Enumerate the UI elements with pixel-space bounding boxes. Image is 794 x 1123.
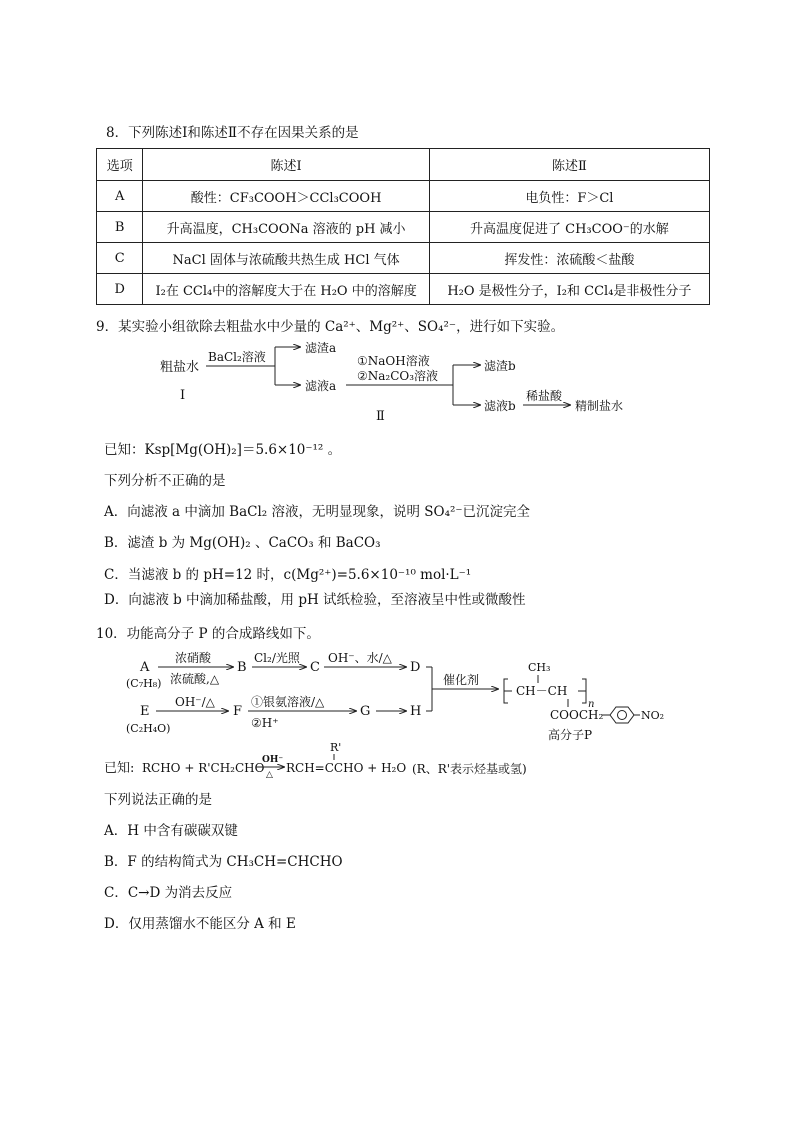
header-option: 选项: [97, 149, 143, 181]
compound-d: D: [410, 660, 421, 675]
q9-stem: 9．某实验小组欲除去粗盐水中少量的 Ca²⁺、Mg²⁺、SO₄²⁻，进行如下实验。: [96, 319, 565, 335]
q10-synthesis-diagram: [120, 643, 680, 745]
reagent-ab-bottom: 浓硫酸,△: [170, 672, 220, 686]
q10-known-note: (R、R'表示烃基或氢): [412, 762, 527, 776]
known-condition-top: OH⁻: [262, 755, 284, 765]
q8-stem: 8．下列陈述Ⅰ和陈述Ⅱ不存在因果关系的是: [106, 125, 359, 141]
step-roman-2: Ⅱ: [376, 409, 385, 424]
table-header-row: [97, 149, 710, 181]
row-option: C: [97, 243, 143, 274]
residue-b: 滤渣b: [484, 359, 516, 373]
reagent-fg-1: ①银氨溶液/△: [251, 695, 325, 709]
compound-b: B: [237, 660, 247, 675]
polymer-chain: CH－CH: [516, 684, 568, 698]
compound-e-formula: (C₂H₄O): [126, 722, 171, 735]
compound-c: C: [310, 660, 320, 675]
q9-option-a: A．向滤液 a 中滴加 BaCl₂ 溶液，无明显现象，说明 SO₄²⁻已沉淀完全: [104, 504, 531, 520]
reagent-cd: OH⁻、水/△: [328, 651, 392, 665]
repeat-n: n: [588, 699, 595, 710]
filtrate-b: 滤液b: [484, 399, 516, 413]
bacl2-label: BaCl₂溶液: [208, 350, 266, 364]
q10-option-b: B．F 的结构简式为 CH₃CH=CHCHO: [104, 854, 343, 870]
catalyst-label: 催化剂: [443, 673, 480, 687]
methyl-group: CH₃: [528, 661, 551, 674]
table-row: [97, 274, 710, 305]
crude-brine: 粗盐水: [160, 360, 200, 375]
q8-table: [96, 148, 710, 305]
header-statement-2: 陈述Ⅱ: [429, 149, 709, 181]
refined-brine: 精制盐水: [575, 399, 624, 413]
q9-option-b: B．滤渣 b 为 Mg(OH)₂ 、CaCO₃ 和 BaCO₃: [104, 535, 381, 551]
reagent-naoh: ①NaOH溶液: [357, 354, 430, 368]
reagent-bc: Cl₂/光照: [254, 651, 300, 665]
row-option: B: [97, 212, 143, 243]
known-label: 已知:: [104, 761, 135, 776]
compound-f: F: [233, 704, 243, 719]
row-statement-2: 电负性：F＞Cl: [429, 181, 709, 212]
row-option: D: [97, 274, 143, 305]
benzene-circle-icon: [618, 711, 627, 720]
benzene-ring-icon: [610, 707, 634, 723]
reagent-ab-top: 浓硝酸: [175, 651, 212, 665]
q9-known: 已知：Ksp[Mg(OH)₂]＝5.6×10⁻¹² 。: [104, 442, 342, 458]
known-r-prime: R': [330, 741, 342, 754]
acid-label: 稀盐酸: [526, 389, 563, 403]
table-row: [97, 181, 710, 212]
residue-a: 滤渣a: [305, 341, 337, 355]
row-option: A: [97, 181, 143, 212]
row-statement-1: 升高温度，CH₃COONa 溶液的 pH 减小: [143, 212, 429, 243]
row-statement-1: 酸性：CF₃COOH＞CCl₃COOH: [143, 181, 429, 212]
row-statement-2: H₂O 是极性分子，I₂和 CCl₄是非极性分子: [429, 274, 709, 305]
filtrate-a: 滤液a: [305, 379, 337, 393]
step-roman-1: Ⅰ: [180, 388, 186, 403]
compound-g: G: [360, 704, 371, 719]
nitro-group: NO₂: [641, 709, 665, 722]
row-statement-1: I₂在 CCl₄中的溶解度大于在 H₂O 中的溶解度: [143, 274, 429, 305]
compound-a: A: [140, 660, 150, 675]
q10-option-a: A．H 中含有碳碳双键: [104, 823, 238, 839]
reagent-na2co3: ②Na₂CO₃溶液: [357, 369, 439, 383]
q9-option-c: C．当滤液 b 的 pH=12 时，c(Mg²⁺)=5.6×10⁻¹⁰ mol·L⁻¹: [104, 567, 472, 583]
q10-option-c: C．C→D 为消去反应: [104, 885, 233, 901]
compound-h: H: [410, 704, 422, 719]
known-products: RCH=CCHO + H₂O: [286, 761, 407, 775]
q9-option-d: D．向滤液 b 中滴加稀盐酸，用 pH 试纸检验，至溶液呈中性或微酸性: [104, 592, 526, 608]
table-row: [97, 243, 710, 274]
q10-question: 下列说法正确的是: [104, 792, 212, 808]
q10-option-d: D．仅用蒸馏水不能区分 A 和 E: [104, 916, 296, 932]
compound-e: E: [140, 704, 150, 719]
row-statement-1: NaCl 固体与浓硫酸共热生成 HCl 气体: [143, 243, 429, 274]
compound-a-formula: (C₇H₈): [126, 677, 162, 690]
row-statement-2: 挥发性：浓硫酸＜盐酸: [429, 243, 709, 274]
table-row: [97, 212, 710, 243]
q10-stem: 10．功能高分子 P 的合成路线如下。: [96, 626, 320, 642]
known-reactants: RCHO + R'CH₂CHO: [142, 761, 265, 775]
q9-question: 下列分析不正确的是: [104, 473, 226, 489]
reagent-ef: OH⁻/△: [175, 695, 215, 709]
reagent-fg-2: ②H⁺: [251, 716, 279, 730]
known-condition-bottom: △: [266, 770, 273, 780]
q9-flow-diagram: [150, 335, 670, 425]
header-statement-1: 陈述Ⅰ: [143, 149, 429, 181]
polymer-label: 高分子P: [548, 728, 593, 742]
ester-group: COOCH₂: [550, 708, 604, 722]
row-statement-2: 升高温度促进了 CH₃COO⁻的水解: [429, 212, 709, 243]
